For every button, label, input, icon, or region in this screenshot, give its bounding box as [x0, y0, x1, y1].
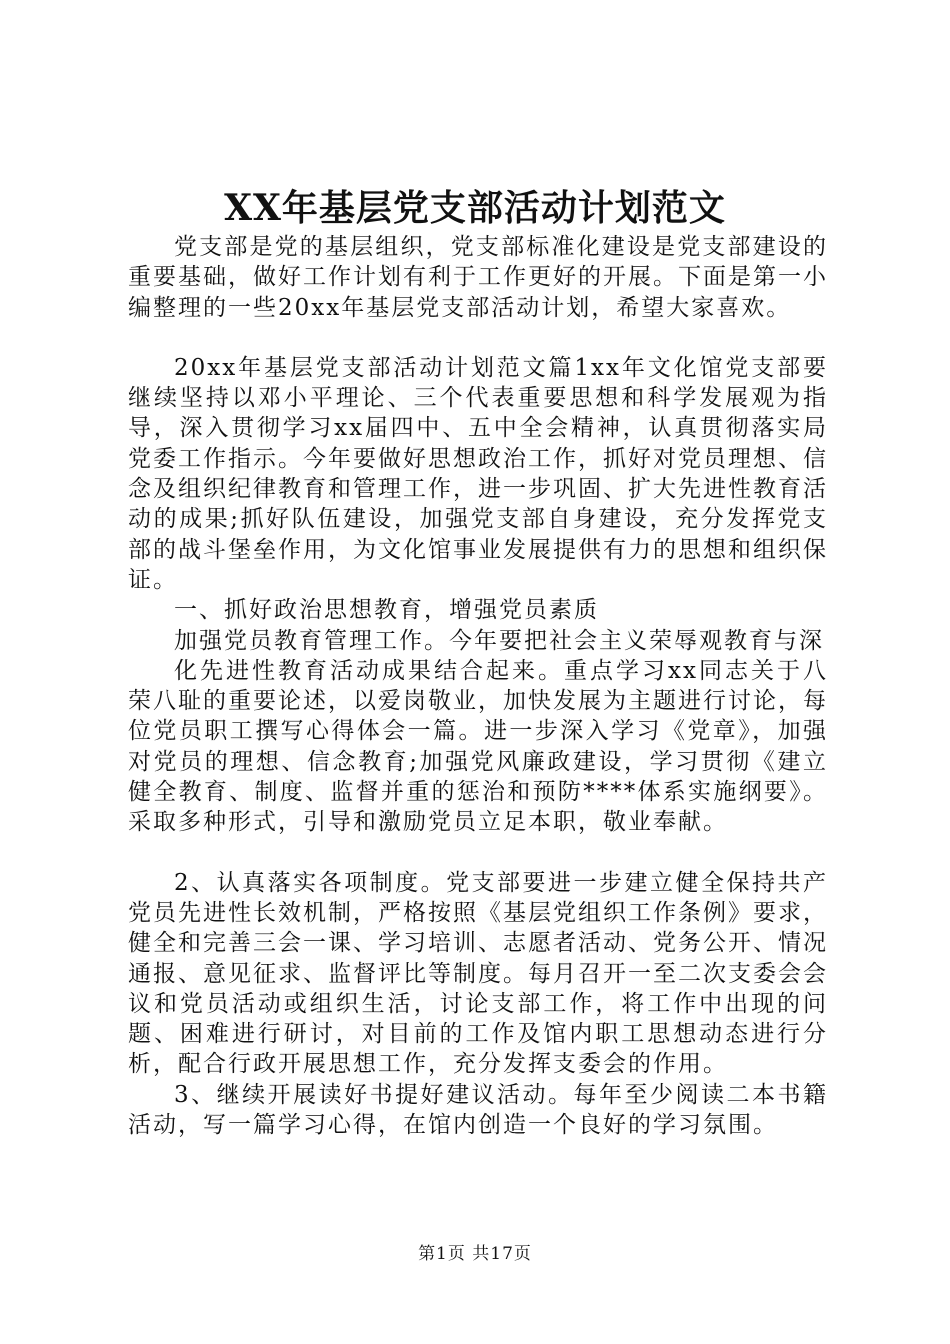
intro-paragraph: 党支部是党的基层组织，党支部标准化建设是党支部建设的重要基础，做好工作计划有利于工作更好的开展。下面是第一小编整理的一些20xx年基层党支部活动计划，希望大家喜欢。	[128, 234, 828, 321]
document-body	[128, 232, 828, 1140]
plan-overview-paragraph: 20xx年基层党支部活动计划范文篇1xx年文化馆党支部要继续坚持以邓小平理论、三个代表重要思想和科学发展观为指导，深入贯彻学习xx届四中、五中全会精神，认真贯彻落实局党委工作指示。今年要做好思想政治工作，抓好对党员理想、信念及组织纪律教育和管理工作，进一步巩固、扩大先进性教育活动的成果;抓好队伍建设，加强党支部自身建设，充分发挥党支部的战斗堡垒作用，为文化馆事业发展提供有力的思想和组织保证。	[128, 354, 828, 593]
page-footer: 第1页 共17页	[418, 1244, 532, 1264]
paragraph-spacer	[128, 838, 828, 868]
document-title: XX年基层党支部活动计划范文	[224, 187, 726, 229]
paragraph-spacer	[128, 323, 828, 353]
system-implementation-paragraph: 2、认真落实各项制度。党支部要进一步建立健全保持共产党员先进性长效机制，严格按照《基层党组织工作条例》要求，健全和完善三会一课、学习培训、志愿者活动、党务公开、情况通报、意见征求、监督评比等制度。每月召开一至二次支委会会议和党员活动或组织生活，讨论支部工作，将工作中出现的问题、困难进行研讨，对目前的工作及馆内职工思想动态进行分析，配合行政开展思想工作，充分发挥支委会的作用。	[128, 869, 828, 1078]
education-paragraph-start: 加强党员教育管理工作。今年要把社会主义荣辱观教育与深	[174, 627, 824, 654]
education-paragraph-continued: 化先进性教育活动成果结合起来。重点学习xx同志关于八荣八耻的重要论述，以爱岗敬业，加快发展为主题进行讨论，每位党员职工撰写心得体会一篇。进一步深入学习《党章》，加强对党员的理想、信念教育;加强党风廉政建设，学习贯彻《建立健全教育、制度、监督并重的惩治和预防****体系实施纲要》。采取多种形式，引导和激励党员立足本职，敬业奉献。	[128, 657, 828, 836]
reading-activity-paragraph: 3、继续开展读好书提好建议活动。每年至少阅读二本书籍活动，写一篇学习心得，在馆内创造一个良好的学习氛围。	[128, 1081, 828, 1139]
section-heading-1: 一、抓好政治思想教育，增强党员素质	[174, 597, 599, 624]
